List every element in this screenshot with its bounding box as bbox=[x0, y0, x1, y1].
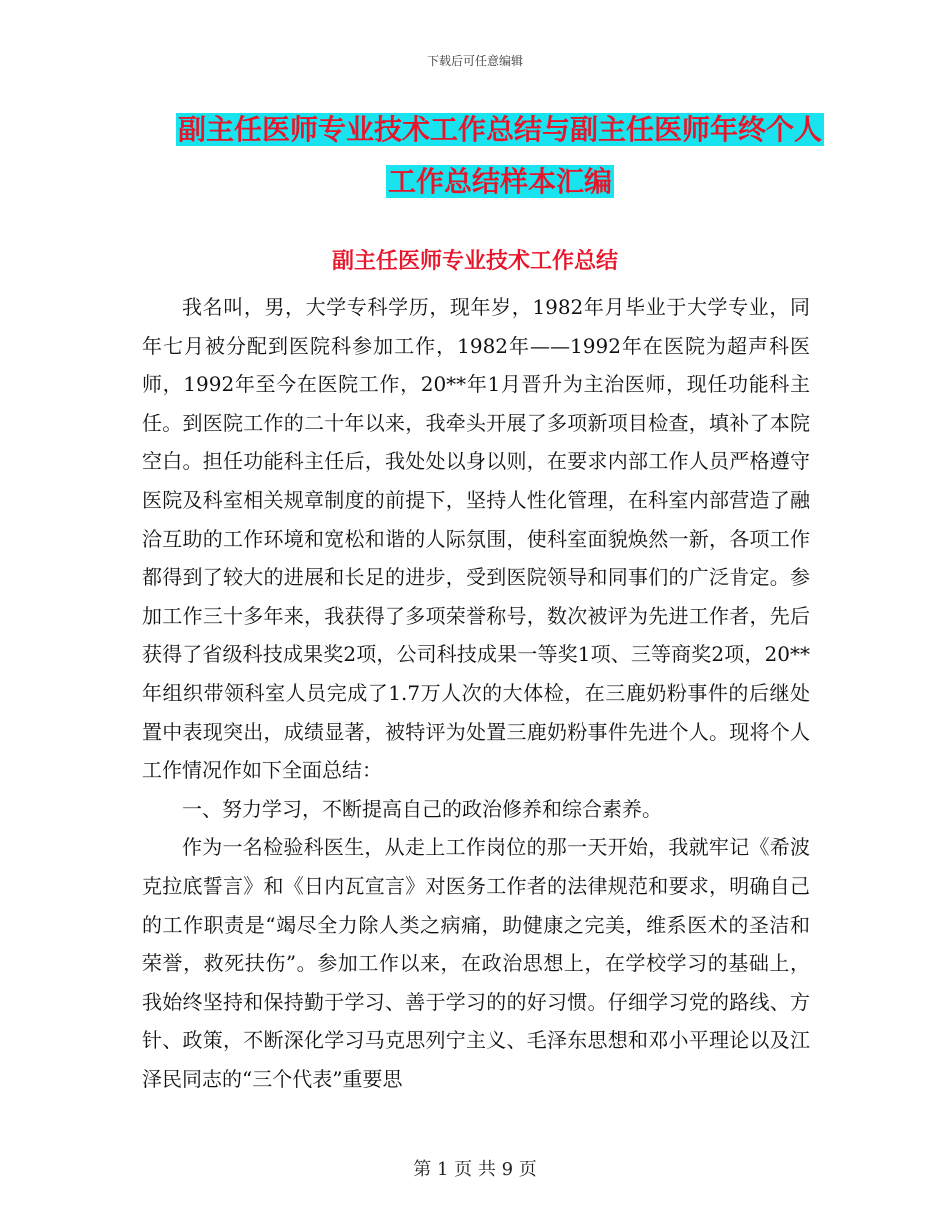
document-title bbox=[140, 104, 860, 208]
page-number-footer: 第 1 页 共 9 页 bbox=[413, 1159, 537, 1180]
header-note: 下载后可任意编辑 bbox=[426, 54, 523, 68]
section-title: 副主任医师专业技术工作总结 bbox=[331, 248, 618, 274]
paragraph-3: 作为一名检验科医生，从走上工作岗位的那一天开始，我就牢记《希波克拉底誓言》和《日内瓦宣言》对医务工作者的法律规范和要求，明确自己的工作职责是“竭尽全力除人类之病痛，助健康之完美，维系医术的圣洁和荣誉，救死扶伤”。参加工作以来，在政治思想上，在学校学习的基础上，我始终坚持和保持勤于学习、善于学习的的好习惯。仔细学习党的路线、方针、政策，不断深化学习马克思列宁主义、毛泽东思想和邓小平理论以及江泽民同志的“三个代表”重要思 bbox=[142, 835, 810, 1091]
paragraph-1: 我名叫，男，大学专科学历，现年岁，1982年月毕业于大学专业，同年七月被分配到医院科参加工作，1982年——1992年在医院为超声科医师，1992年至今在医院工作，20**年1月晋升为主治医师，现任功能科主任。到医院工作的二十年以来，我牵头开展了多项新项目检查，填补了本院空白。担任功能科主任后，我处处以身以则，在要求内部工作人员严格遵守医院及科室相关规章制度的前提下，坚持人性化管理，在科室内部营造了融洽互助的工作环境和宽松和谐的人际氛围，使科室面貌焕然一新，各项工作都得到了较大的进展和长足的进步，受到医院领导和同事们的广泛肯定。参加工作三十多年来，我获得了多项荣誉称号，数次被评为先进工作者，先后获得了省级科技成果奖2项，公司科技成果一等奖1项、三等商奖2项，20**年组织带领科室人员完成了1.7万人次的大体检，在三鹿奶粉事件的后继处置中表现突出，成绩显著，被特评为处置三鹿奶粉事件先进个人。现将个人工作情况作如下全面总结： bbox=[142, 295, 810, 783]
document-title-line-2: 工作总结样本汇编 bbox=[387, 165, 612, 198]
document-body bbox=[142, 288, 810, 1098]
document-title-line-1: 副主任医师专业技术工作总结与副主任医师年终个人 bbox=[177, 113, 822, 146]
paragraph-2: 一、努力学习，不断提高自己的政治修养和综合素养。 bbox=[182, 796, 662, 821]
